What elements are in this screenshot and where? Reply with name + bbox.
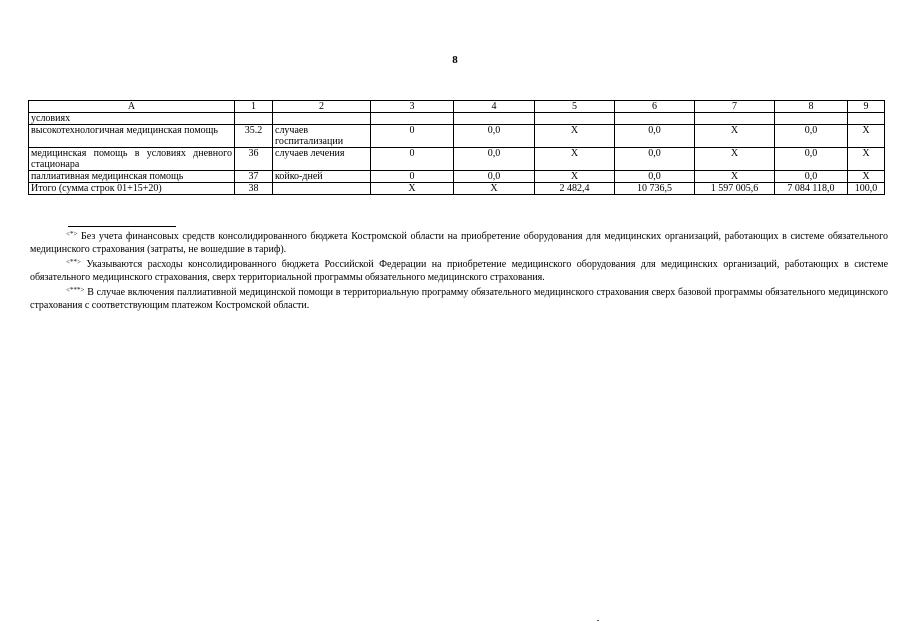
- table-cell: 0: [371, 171, 454, 183]
- table-cell: [235, 113, 273, 125]
- footnote-mark: <**>: [66, 258, 81, 266]
- table-cell: 0,0: [615, 125, 695, 148]
- column-header: 2: [273, 101, 371, 113]
- footnote-text: В случае включения паллиативной медицинской помощи в территориальную программу обязательного медицинского страхования сверх базовой программы обязательного медицинского страхования с соответствующим платежом Костромской области.: [30, 287, 888, 311]
- table-cell: Х: [535, 148, 615, 171]
- footnote-mark: <*>: [66, 230, 78, 238]
- table-cell: [848, 113, 885, 125]
- table-header-row: [29, 101, 885, 113]
- table-cell: случаев лечения: [273, 148, 371, 171]
- table-cell: 38: [235, 183, 273, 195]
- column-header: 1: [235, 101, 273, 113]
- column-header: 9: [848, 101, 885, 113]
- table-cell: [273, 183, 371, 195]
- footnote-mark: <***>: [66, 286, 85, 294]
- table-cell: 0,0: [454, 171, 535, 183]
- table-cell: 2 482,4: [535, 183, 615, 195]
- table-cell: [371, 113, 454, 125]
- table-cell: [775, 113, 848, 125]
- table-cell: 36: [235, 148, 273, 171]
- footnote: [30, 284, 888, 312]
- table-cell: Х: [454, 183, 535, 195]
- table-cell: 0,0: [454, 125, 535, 148]
- table-cell: 0,0: [615, 171, 695, 183]
- table-cell: высокотехнологичная медицинская помощь: [29, 125, 235, 148]
- table-cell: 35.2: [235, 125, 273, 148]
- table-cell: Х: [695, 171, 775, 183]
- footnotes: [30, 228, 888, 312]
- column-header: 7: [695, 101, 775, 113]
- table-cell: Х: [848, 171, 885, 183]
- table-cell: случаев госпитализации: [273, 125, 371, 148]
- table-cell: паллиативная медицинская помощь: [29, 171, 235, 183]
- table-cell: 0,0: [775, 171, 848, 183]
- table-cell: медицинская помощь в условиях дневного стационара: [29, 148, 235, 171]
- table-row: [29, 148, 885, 171]
- table-row: [29, 171, 885, 183]
- table-cell: 37: [235, 171, 273, 183]
- table-cell: [695, 113, 775, 125]
- table-cell: 10 736,5: [615, 183, 695, 195]
- table-cell: Х: [848, 125, 885, 148]
- table-cell: [535, 113, 615, 125]
- table-cell: Х: [695, 125, 775, 148]
- table-row: [29, 113, 885, 125]
- footnote: [30, 228, 888, 256]
- table-cell: Х: [371, 183, 454, 195]
- table-cell: 7 084 118,0: [775, 183, 848, 195]
- table-row-total: [29, 183, 885, 195]
- footnote: [30, 256, 888, 284]
- table-cell: 0,0: [454, 148, 535, 171]
- footnote-text: Без учета финансовых средств консолидированного бюджета Костромской области на приобретение оборудования для медицинских организаций, работающих в системе обязательного медицинского страхования (затраты, не вошедшие в тариф).: [30, 231, 888, 255]
- table-cell: Х: [695, 148, 775, 171]
- table-cell: 0,0: [775, 125, 848, 148]
- table-cell: 0: [371, 125, 454, 148]
- table-cell: Х: [848, 148, 885, 171]
- data-table: [28, 100, 885, 195]
- table-cell: 0,0: [615, 148, 695, 171]
- table-cell: условиях: [29, 113, 235, 125]
- column-header: 4: [454, 101, 535, 113]
- table-row: [29, 125, 885, 148]
- column-header: 3: [371, 101, 454, 113]
- footnote-text: Указываются расходы консолидированного бюджета Российской Федерации на приобретение медицинского оборудования для медицинских организаций, работающих в системе обязательного медицинского страхования, сверх территориальной программы обязательного медицинского страхования.: [30, 259, 889, 283]
- column-header: 6: [615, 101, 695, 113]
- table-cell: 0,0: [775, 148, 848, 171]
- table-cell: 1 597 005,6: [695, 183, 775, 195]
- table-cell: Х: [535, 125, 615, 148]
- column-header: А: [29, 101, 235, 113]
- table-cell: [454, 113, 535, 125]
- footnote-separator: [68, 226, 176, 227]
- scan-speck: [597, 620, 599, 621]
- page-number: 8: [452, 54, 458, 66]
- table-cell: койко-дней: [273, 171, 371, 183]
- column-header: 8: [775, 101, 848, 113]
- table-cell: Итого (сумма строк 01+15+20): [29, 183, 235, 195]
- table-cell: [273, 113, 371, 125]
- table-cell: [615, 113, 695, 125]
- table-cell: 0: [371, 148, 454, 171]
- column-header: 5: [535, 101, 615, 113]
- table-cell: 100,0: [848, 183, 885, 195]
- table-cell: Х: [535, 171, 615, 183]
